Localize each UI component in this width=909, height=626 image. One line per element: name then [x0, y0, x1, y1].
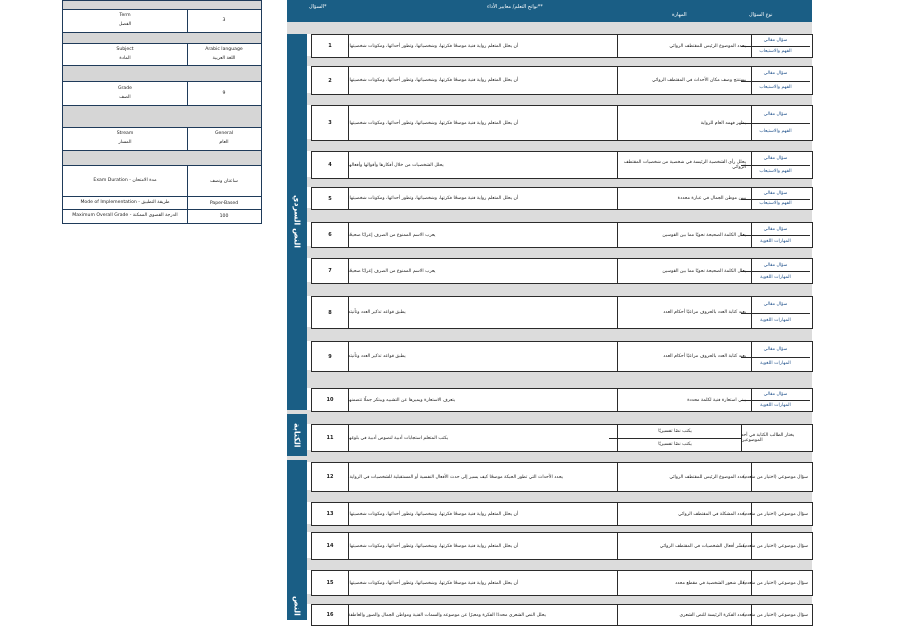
separator-band: [287, 370, 812, 388]
row-question-type: سؤال موضوعي (اختيار من متعدد): [743, 580, 808, 586]
mode-value: Paper-Based: [209, 200, 239, 206]
row-outcome: يعرب الاسم الممنوع من الصرف إعرابًا صحيحًا: [348, 259, 618, 283]
row-number: 5: [312, 188, 349, 209]
row-question-type: سؤال مقالي: [741, 389, 810, 401]
row-skill: يحدد الموضوع الرئيس للمقتطف الروائي: [609, 35, 752, 57]
row-question-type: سؤال مقالي: [741, 297, 810, 314]
row-number: 2: [312, 67, 349, 94]
stream-value: General: [214, 131, 234, 137]
duration-value: ساعتان ونصف: [210, 178, 238, 184]
row-question-type: سؤال موضوعي (اختيار من متعدد): [743, 474, 808, 480]
row-outcome: يكتب المتعلم استجابات أدبية لنصوص أدبية في بلوغها: [348, 425, 618, 451]
grade-label-ar: الصف: [119, 94, 131, 100]
row-skill: يعيد كتابة العدد بالحروف مراعيًا أحكام العدد: [609, 297, 752, 328]
row-outcome: أن يحلل المتعلم رواية فنية موضحًا فكرتها، وشخصياتها، وتطور أحداثها، ومكونات شخصيتها.: [348, 67, 618, 94]
row-number: 1: [312, 35, 349, 57]
row-number: 3: [312, 106, 349, 140]
grade-value: 9: [222, 91, 226, 96]
table-header: [287, 0, 812, 22]
mode-row: [63, 197, 261, 209]
info-band: [63, 106, 261, 127]
grade-label: Grade: [117, 85, 132, 91]
stream-label: Stream: [116, 131, 134, 137]
row-skill: يبني استعارة فنية لكلمة محددة: [609, 389, 752, 411]
table-row: [311, 388, 813, 412]
info-band: [63, 33, 261, 43]
header-question-type: نوع السؤال: [749, 12, 773, 18]
term-label: Term: [119, 12, 131, 18]
duration-row: [63, 166, 261, 196]
row-skill: يعلل شعور الشخصية في مقطع محدد: [609, 571, 752, 595]
max-grade-value: 100: [219, 214, 229, 219]
header-skill: المهارة: [672, 12, 687, 18]
term-row: [63, 9, 261, 32]
row-outcome: يطبق قواعد تذكير العدد وتأنيثه: [348, 342, 618, 371]
max-grade-row: [63, 210, 261, 223]
term-label-ar: الفصل: [118, 21, 132, 27]
row-outcome: يعرب الاسم الممنوع من الصرف إعرابًا صحيحًا: [348, 223, 618, 247]
row-outcome: أن يحلل المتعلم رواية فنية موضحًا فكرتها، وشخصياتها، وتطور أحداثها، ومكونات شخصيتها.: [348, 503, 618, 525]
header-outcome: نواتج التعلم/ معايير الأداء**: [487, 4, 543, 10]
row-skill: يعلل الكلمة الصحيحة نحويًا مما بين القوسين: [609, 259, 752, 283]
table-row: [311, 187, 813, 210]
info-band: [63, 151, 261, 165]
info-band: [63, 66, 261, 81]
row-question-type: سؤال مقالي: [741, 188, 810, 200]
table-row: [311, 151, 813, 179]
row-question-type: سؤال موضوعي (اختيار من متعدد): [743, 612, 808, 618]
row-question-type: سؤال مقالي: [741, 342, 810, 358]
row-question-category: الفهم والاستيعاب: [759, 84, 792, 90]
table-row: [311, 66, 813, 95]
exam-info-panel: [62, 0, 262, 224]
row-question-category: المهارات اللغوية: [760, 238, 791, 244]
separator-band: [287, 327, 812, 341]
row-question-type: سؤال مقالي: [741, 223, 810, 236]
term-value: 3: [222, 18, 226, 23]
grade-row: [63, 82, 261, 105]
stream-label-ar: المسار: [118, 140, 132, 145]
section-writing: الكتابة: [287, 414, 307, 456]
row-number: 10: [312, 389, 349, 411]
table-row: [311, 341, 813, 372]
row-number: 12: [312, 463, 349, 491]
section-narrative-text: النص السردي: [287, 34, 307, 410]
table-row: [311, 105, 813, 141]
row-number: 7: [312, 259, 349, 283]
row-number: 16: [312, 605, 349, 625]
row-number: 8: [312, 297, 349, 328]
row-skill: يحلل رأي الشخصية الرئيسة في شخصية من شخصيات المقتطف الروائي: [609, 152, 752, 178]
row-number: 13: [312, 503, 349, 525]
stream-row: [63, 128, 261, 150]
row-question-type: سؤال مقالي: [741, 259, 810, 272]
subject-label: Subject: [116, 46, 134, 52]
row-outcome: أن يحلل المتعلم رواية فنية موضحًا فكرتها، وشخصياتها، وتطور أحداثها، ومكونات شخصيتها.: [348, 188, 618, 209]
table-row: [311, 258, 813, 284]
table-row: [311, 296, 813, 329]
header-question-no: السؤال*: [309, 4, 327, 10]
row-skill: يعلل الكلمة الصحيحة نحويًا مما بين القوسين: [609, 223, 752, 247]
row-question-category: الفهم والاستيعاب: [759, 201, 792, 207]
row-skill: يكتب نصًا تفسيريًا: [609, 425, 741, 439]
row-question-type: سؤال موضوعي (اختيار من متعدد): [743, 511, 808, 517]
row-number: 14: [312, 533, 349, 559]
row-skill: يبين موطن الجمال في عبارة محددة: [609, 188, 752, 209]
row-question-type: سؤال موضوعي (اختيار من متعدد): [743, 543, 808, 549]
subject-label-ar: المادة: [119, 55, 131, 61]
separator-band: [287, 410, 812, 424]
table-row: [311, 222, 813, 248]
row-number: 4: [312, 152, 349, 178]
table-row: [311, 502, 813, 526]
row-outcome: يحدد الأحداث التي تطور الحبكة موضحًا كيف يسير إلى حدث الأفعال النفسية أو المستقبلية للشخصيات في الرواية.: [348, 463, 618, 491]
row-number: 9: [312, 342, 349, 371]
row-outcome: أن يحلل المتعلم رواية فنية موضحًا فكرتها، وشخصياتها، وتطور أحداثها، ومكونات شخصيتها.: [348, 106, 618, 140]
row-skill: يعيد كتابة العدد بالحروف مراعيًا أحكام العدد: [609, 342, 752, 371]
row-question-type: سؤال مقالي: [741, 35, 810, 47]
row-question-type: سؤال مقالي: [741, 106, 810, 124]
duration-label: Exam Duration - مدة الامتحان: [93, 177, 157, 183]
row-skill: يفسّر أفعال الشخصيات في المقتطف الروائي: [609, 533, 752, 559]
subject-row: [63, 44, 261, 65]
row-skill: يظهر فهمه العام للرواية: [609, 106, 752, 140]
stream-value-ar: العام: [219, 140, 229, 145]
row-question-category: الفهم والاستيعاب: [759, 169, 792, 174]
row-number: 15: [312, 571, 349, 595]
mode-label: Mode of Implementation - طريقة التطبيق: [80, 199, 170, 205]
row-skill: يحدد المشكلة في المقتطف الروائي: [609, 503, 752, 525]
max-grade-label: Maximum Overall Grade - الدرجة القصوى الممكنة: [72, 213, 178, 219]
info-band: [63, 1, 261, 9]
separator-band: [287, 282, 812, 296]
row-skill: يحدد الفكرة الرئيسة للنص الشعري: [609, 605, 752, 625]
row-question-category: المهارات اللغوية: [760, 361, 791, 367]
table-row: [311, 34, 813, 58]
row-question-category: المهارات اللغوية: [760, 317, 791, 323]
row-outcome: يحلل النص الشعري محددًا الفكرة ومعبرًا عن موضوعه والسمات الفنية ومواطن الجمال والصور والعاطفة: [348, 605, 618, 625]
table-row: [311, 570, 813, 596]
row-question-category: المهارات اللغوية: [760, 274, 791, 280]
separator-band: [287, 208, 812, 222]
row-skill: يكتب نصًا تفسيريًا: [658, 442, 692, 447]
row-outcome: أن يحلل المتعلم رواية فنية موضحًا فكرتها، وشخصياتها، وتطور أحداثها، ومكونات شخصيتها.: [348, 35, 618, 57]
row-skill: يستنتج وصف مكان الأحداث في المقتطف الروائي: [609, 67, 752, 94]
section-text: النص: [287, 460, 307, 620]
row-outcome: يحلل الشخصيات من خلال أفكارها وأقوالها وأفعالها: [348, 152, 618, 178]
row-outcome: أن يحلل المتعلم رواية فنية موضحًا فكرتها، وشخصياتها، وتطور أحداثها، ومكونات شخصيتها.: [348, 533, 618, 559]
row-number: 6: [312, 223, 349, 247]
row-question-category: الفهم والاستيعاب: [759, 129, 792, 134]
row-question-type: سؤال مقالي: [741, 67, 810, 82]
table-row: [311, 532, 813, 560]
row-question-category: الفهم والاستيعاب: [759, 49, 792, 54]
row-outcome: أن يحلل المتعلم رواية فنية موضحًا فكرتها، وشخصياتها، وتطور أحداثها، ومكونات شخصيتها.: [348, 571, 618, 595]
row-question-category: المهارات اللغوية: [760, 403, 791, 408]
separator-band: [287, 22, 812, 34]
row-outcome: يطبق قواعد تذكير العدد وتأنيثه: [348, 297, 618, 328]
row-number: 11: [312, 425, 349, 451]
table-row: [311, 462, 813, 492]
row-skill: يحدد الموضوع الرئيس للمقتطف الروائي: [609, 463, 752, 491]
subject-value-ar: اللغة العربية: [212, 55, 236, 61]
table-row: [311, 604, 813, 626]
row-question-type: سؤال مقالي: [741, 152, 810, 166]
exam-specification-table: [287, 0, 812, 620]
table-row: [311, 424, 813, 452]
subject-value: Arabic language: [205, 46, 243, 52]
row-outcome: يتعرف الاستعارة ويميزها عن التشبيه ويبتكر جملًا تتضمنها: [348, 389, 618, 411]
row-question-type: يختار الطالب الكتابة في أحد الموضوعين: [741, 433, 795, 443]
